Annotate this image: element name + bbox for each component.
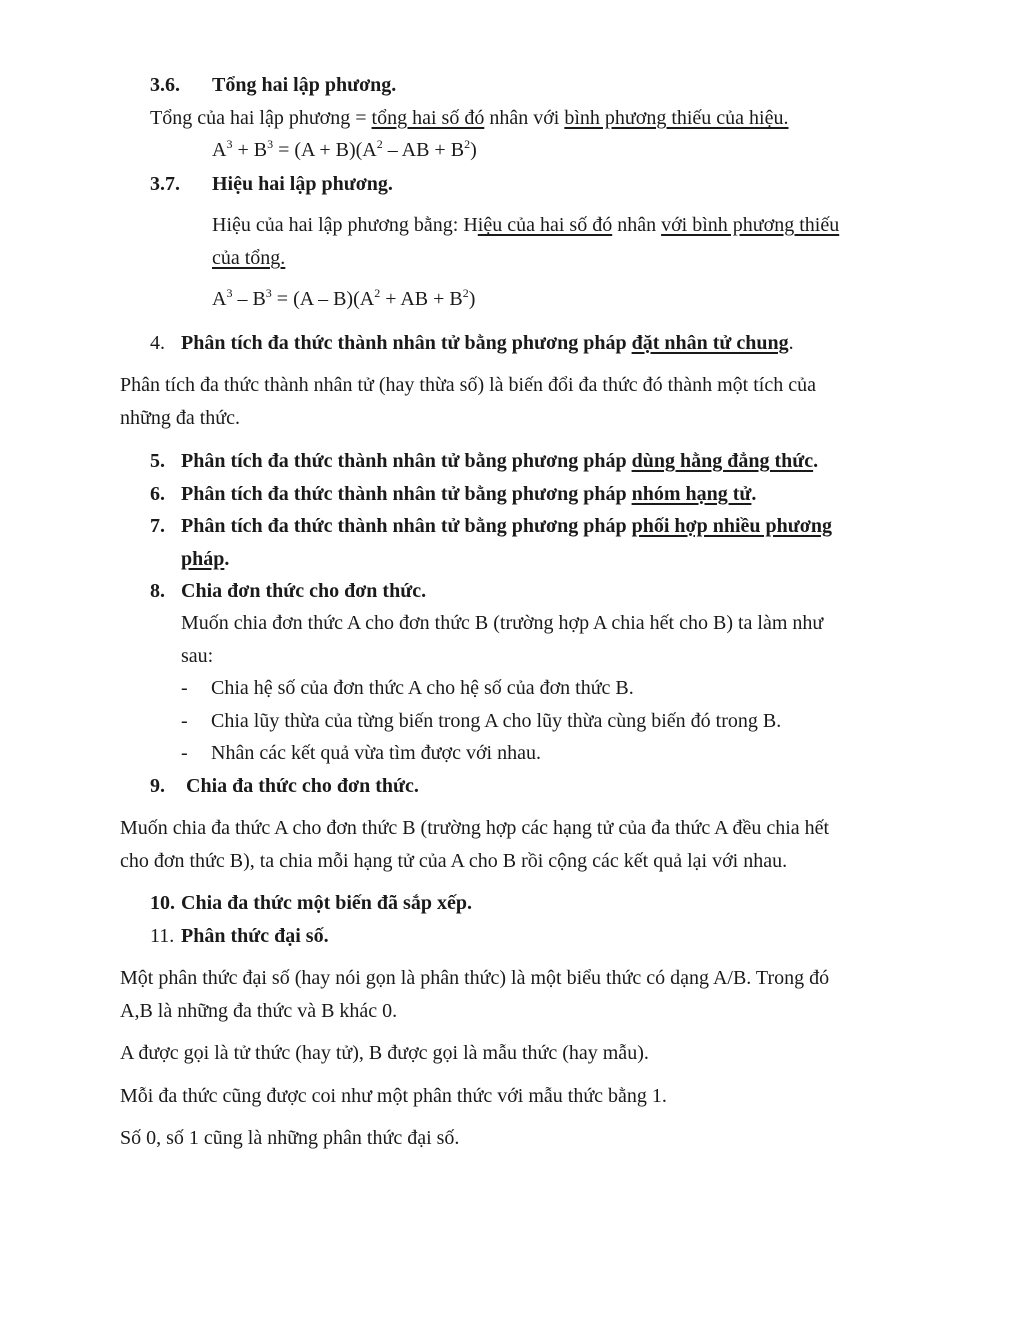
section-title: Phân tích đa thức thành nhân tử bằng phương pháp xyxy=(181,332,632,354)
section-title: Tổng hai lập phương. xyxy=(212,74,397,96)
section-5-heading xyxy=(150,449,818,473)
section-title: Phân tích đa thức thành nhân tử bằng phương pháp xyxy=(181,483,632,505)
underlined-text: của tổng. xyxy=(212,247,286,269)
list-item-text: Chia lũy thừa của từng biến trong A cho lũy thừa cùng biến đó trong B. xyxy=(211,710,782,732)
formula-part: + AB + B xyxy=(380,288,463,310)
bullet-dash: - xyxy=(181,742,188,764)
bullet-dash: - xyxy=(181,677,188,699)
list-item-text: Nhân các kết quả vừa tìm được với nhau. xyxy=(211,742,541,764)
section-title: Chia đa thức một biến đã sắp xếp. xyxy=(181,892,472,914)
exponent: 3 xyxy=(226,286,233,300)
section-6-heading xyxy=(150,482,756,506)
section-4-heading xyxy=(150,331,794,355)
list-item xyxy=(181,676,634,700)
underlined-text: phối hợp nhiều phương xyxy=(631,515,832,537)
text-fragment: Tổng của hai lập phương = xyxy=(150,107,372,129)
formula-part: ) xyxy=(468,288,476,310)
list-item-text: Chia hệ số của đơn thức A cho hệ số của đơn thức B. xyxy=(211,677,634,699)
section-7-heading-line1 xyxy=(150,514,832,538)
section-10-heading xyxy=(150,891,472,915)
text-fragment: nhân với xyxy=(484,107,565,129)
section-number: 3.7. xyxy=(150,173,180,195)
formula-part: – B xyxy=(232,288,266,310)
section-number: 5. xyxy=(150,450,165,472)
underlined-text: tổng hai số đó xyxy=(371,107,485,129)
underlined-text: bình phương thiếu của hiệu. xyxy=(564,107,789,129)
formula-part: ) xyxy=(470,139,477,161)
section-3-7-formula xyxy=(212,287,475,311)
section-7-heading-line2 xyxy=(181,547,229,571)
section-4-text-line2: những đa thức. xyxy=(120,407,240,429)
formula-part: + B xyxy=(232,139,268,161)
underlined-text: đặt nhân tử chung xyxy=(631,332,789,354)
section-title: Phân thức đại số. xyxy=(181,925,329,947)
section-4-text-line1: Phân tích đa thức thành nhân tử (hay thừa số) là biến đổi đa thức đó thành một tích của xyxy=(120,374,816,396)
list-item xyxy=(181,709,781,733)
section-title: Hiệu hai lập phương. xyxy=(212,173,393,195)
section-9-text-line1: Muốn chia đa thức A cho đơn thức B (trường hợp các hạng tử của đa thức A đều chia hết xyxy=(120,817,830,839)
section-8-text-line2: sau: xyxy=(181,645,214,667)
section-title: Chia đơn thức cho đơn thức. xyxy=(181,580,427,602)
text-fragment: . xyxy=(813,450,819,472)
section-title: Phân tích đa thức thành nhân tử bằng phương pháp xyxy=(181,450,632,472)
section-11-paragraph4: Số 0, số 1 cũng là những phân thức đại số. xyxy=(120,1127,460,1149)
section-11-paragraph1-line2: A,B là những đa thức và B khác 0. xyxy=(120,1000,398,1022)
formula-part: A xyxy=(212,288,227,310)
text-fragment: nhân xyxy=(612,214,662,236)
exponent: 2 xyxy=(376,137,383,151)
underlined-text: pháp xyxy=(181,548,225,570)
section-11-paragraph3: Mỗi đa thức cũng được coi như một phân thức với mẫu thức bằng 1. xyxy=(120,1085,667,1107)
bullet-dash: - xyxy=(181,710,188,732)
formula-part: = (A + B)(A xyxy=(273,139,377,161)
section-3-6-heading xyxy=(150,73,396,97)
underlined-text: dùng hằng đẳng thức xyxy=(631,450,814,472)
underlined-text: nhóm hạng tử xyxy=(631,483,752,505)
section-3-6-formula xyxy=(212,138,477,162)
section-title: Phân tích đa thức thành nhân tử bằng phương pháp xyxy=(181,515,632,537)
list-item xyxy=(181,741,541,765)
exponent: 3 xyxy=(267,137,274,151)
section-11-paragraph1-line1: Một phân thức đại số (hay nói gọn là phân thức) là một biểu thức có dạng A/B. Trong đó xyxy=(120,967,830,989)
section-number: 3.6. xyxy=(150,74,180,96)
section-number: 6. xyxy=(150,483,165,505)
section-9-heading xyxy=(150,774,419,798)
section-number: 7. xyxy=(150,515,165,537)
section-number: 4. xyxy=(150,332,165,354)
text-fragment: . xyxy=(224,548,230,570)
section-number: 11. xyxy=(150,925,175,947)
exponent: 2 xyxy=(462,286,469,300)
text-fragment: . xyxy=(788,332,794,354)
exponent: 2 xyxy=(374,286,381,300)
section-11-heading xyxy=(150,924,329,948)
section-3-7-text-line2 xyxy=(212,246,285,270)
section-8-heading xyxy=(150,579,426,603)
formula-part: = (A – B)(A xyxy=(271,288,375,310)
text-fragment: Hiệu của hai lập phương bằng: H xyxy=(212,214,478,236)
section-3-7-heading xyxy=(150,172,393,196)
section-3-7-text-line1 xyxy=(212,213,839,237)
underlined-text: với bình phương thiếu xyxy=(661,214,840,236)
formula-part: – AB + B xyxy=(382,139,465,161)
exponent: 2 xyxy=(464,137,471,151)
section-number: 9. xyxy=(150,775,165,797)
section-8-text-line1: Muốn chia đơn thức A cho đơn thức B (trường hợp A chia hết cho B) ta làm như xyxy=(181,612,824,634)
section-title: Chia đa thức cho đơn thức. xyxy=(186,775,419,797)
formula-part: A xyxy=(212,139,227,161)
exponent: 3 xyxy=(226,137,233,151)
section-11-paragraph2: A được gọi là tử thức (hay tử), B được gọi là mẫu thức (hay mẫu). xyxy=(120,1042,649,1064)
section-3-6-text xyxy=(150,106,789,130)
section-number: 8. xyxy=(150,580,165,602)
text-fragment: . xyxy=(751,483,757,505)
section-number: 10. xyxy=(150,892,175,914)
exponent: 3 xyxy=(265,286,272,300)
underlined-text: iệu của hai số đó xyxy=(477,214,613,236)
section-9-text-line2: cho đơn thức B), ta chia mỗi hạng tử của A cho B rồi cộng các kết quả lại với nhau. xyxy=(120,850,788,872)
